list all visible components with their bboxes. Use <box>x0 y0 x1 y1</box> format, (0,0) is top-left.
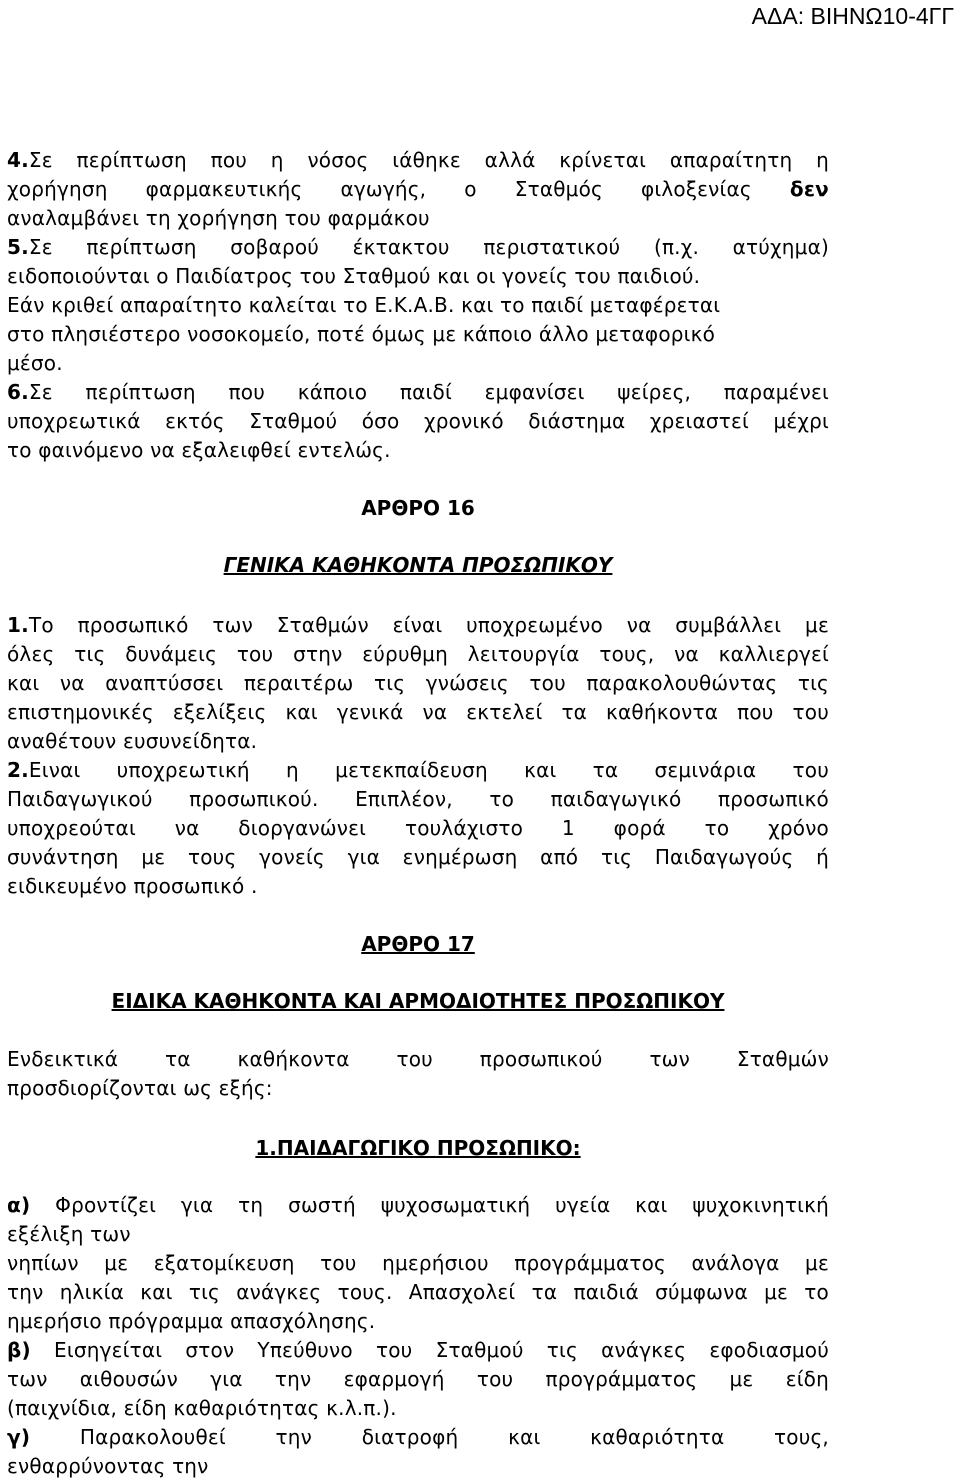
item-6-line-3: το φαινόμενο να εξαλειφθεί εντελώς. <box>7 438 391 462</box>
item-6-line-2: υποχρεωτικά εκτός Σταθμού όσο χρονικό διάστημα χρειαστεί μέχρι <box>7 409 829 433</box>
duty-a-line-1: α) Φροντίζει για τη σωστή ψυχοσωματική υγεία και ψυχοκινητική <box>7 1193 829 1217</box>
art16-item-2-line-4: συνάντηση με τους γονείς για ενημέρωση από τις Παιδαγωγούς ή <box>7 845 829 869</box>
item-5-line-4: στο πλησιέστερο νοσοκομείο, ποτέ όμως με κάποιο άλλο μεταφορικό <box>7 322 716 346</box>
art16-item-1-line-2: όλες τις δυνάμεις του στην εύρυθμη λειτουργία τους, να καλλιεργεί <box>7 642 829 666</box>
item-4-line-1: 4.Σε περίπτωση που η νόσος ιάθηκε αλλά κρίνεται απαραίτητη η <box>7 148 829 172</box>
duty-a-line-3: νηπίων με εξατομίκευση του ημερήσιου προγράμματος ανάλογα με <box>7 1251 829 1275</box>
duty-a-line-2: εξέλιξη των <box>7 1222 131 1246</box>
item-5-number: 5. <box>7 235 29 259</box>
duty-c-label: γ) <box>7 1425 31 1449</box>
art16-item-2-line-5: ειδικευμένο προσωπικό . <box>7 874 258 898</box>
duty-b-line-1: β) Εισηγείται στον Υπεύθυνο του Σταθμού τις ανάγκες εφοδιασμού <box>7 1338 829 1362</box>
item-5-line-2: ειδοποιούνται ο Παιδίατρος του Σταθμού και οι γονείς του παιδιού. <box>7 264 701 288</box>
article-16-subtitle: ΓΕΝΙΚΑ ΚΑΘΗΚΟΝΤΑ ΠΡΟΣΩΠΙΚΟΥ <box>223 553 613 577</box>
item-6-number: 6. <box>7 380 29 404</box>
item-5-line-5: μέσο. <box>7 351 63 375</box>
article-16-title: ΑΡΘΡΟ 16 <box>361 496 475 520</box>
art16-item-1-line-3: και να αναπτύσσει περαιτέρω τις γνώσεις του παρακολουθώντας τις <box>7 671 829 695</box>
art16-item-1-line-5: αναθέτουν ευσυνείδητα. <box>7 729 258 753</box>
article-17-subtitle: ΕΙΔΙΚΑ ΚΑΘΗΚΟΝΤΑ ΚΑΙ ΑΡΜΟΔΙΟΤΗΤΕΣ ΠΡΟΣΩΠΙΚΟΥ <box>111 989 725 1013</box>
item-4-line-3: αναλαμβάνει τη χορήγηση του φαρμάκου <box>7 206 430 230</box>
duty-a-label: α) <box>7 1193 31 1217</box>
art17-intro-line-1: Ενδεικτικά τα καθήκοντα του προσωπικού των Σταθμών <box>7 1047 829 1071</box>
duty-c-line-2: ενθαρρύνοντας την <box>7 1454 209 1478</box>
duty-b-label: β) <box>7 1338 31 1362</box>
item-6-line-1: 6.Σε περίπτωση που κάποιο παιδί εμφανίσει ψείρες, παραμένει <box>7 380 829 404</box>
item-4-number: 4. <box>7 148 29 172</box>
item-5-line-3: Εάν κριθεί απαραίτητο καλείται το Ε.Κ.Α.Β. και το παιδί μεταφέρεται <box>7 293 721 317</box>
duty-b-line-2: των αιθουσών για την εφαρμογή του προγράμματος με είδη <box>7 1367 829 1391</box>
item-5-line-1: 5.Σε περίπτωση σοβαρού έκτακτου περιστατικού (π.χ. ατύχημα) <box>7 235 829 259</box>
item-4-line-2: χορήγηση φαρμακευτικής αγωγής, ο Σταθμός φιλοξενίας δεν <box>7 177 830 201</box>
art16-item-1-line-4: επιστημονικές εξελίξεις και γενικά να εκτελεί τα καθήκοντα που του <box>7 700 829 724</box>
duty-a-line-5: ημερήσιο πρόγραμμα απασχόλησης. <box>7 1309 376 1333</box>
art16-item-2-line-3: υποχρεούται να διοργανώνει τουλάχιστο 1 φορά το χρόνο <box>7 816 829 840</box>
ada-header: ΑΔΑ: ΒΙΗΝΩ10-4ΓΓ <box>751 3 954 29</box>
art16-item-2-number: 2. <box>7 758 29 782</box>
art16-item-2-line-2: Παιδαγωγικού προσωπικού. Επιπλέον, το παιδαγωγικό προσωπικό <box>7 787 829 811</box>
art16-item-1-number: 1. <box>7 613 29 637</box>
art16-item-2-line-1: 2.Ειναι υποχρεωτική η μετεκπαίδευση και τα σεμινάρια του <box>7 758 829 782</box>
duty-b-line-3: (παιχνίδια, είδη καθαριότητας κ.λ.π.). <box>7 1396 397 1420</box>
duty-a-line-4: την ηλικία και τις ανάγκες τους. Απασχολεί τα παιδιά σύμφωνα με το <box>7 1280 829 1304</box>
article-17-title: ΑΡΘΡΟ 17 <box>361 932 475 956</box>
section-pedagogical-staff: 1.ΠΑΙΔΑΓΩΓΙΚΟ ΠΡΟΣΩΠΙΚΟ: <box>255 1136 581 1160</box>
duty-c-line-1: γ) Παρακολουθεί την διατροφή και καθαριότητα τους, <box>7 1425 829 1449</box>
art17-intro-line-2: προσδιορίζονται ως εξής: <box>7 1076 273 1100</box>
art16-item-1-line-1: 1.Το προσωπικό των Σταθμών είναι υποχρεωμένο να συμβάλλει με <box>7 613 829 637</box>
